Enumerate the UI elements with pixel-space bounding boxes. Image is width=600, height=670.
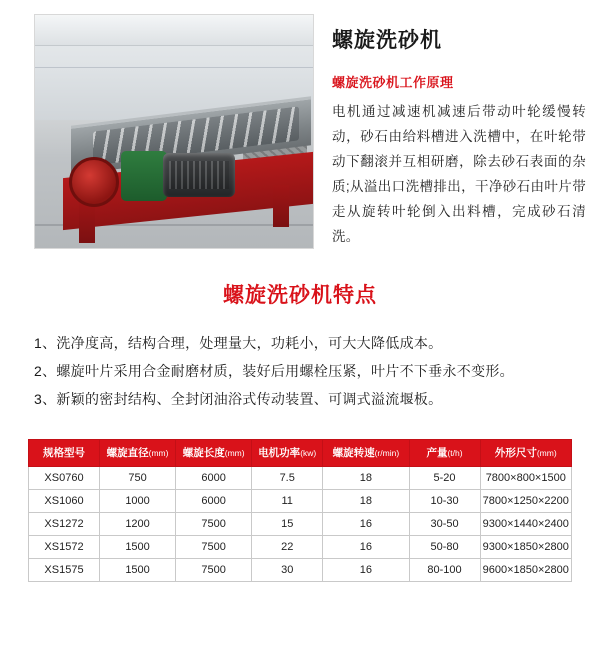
cell-model: XS1060	[29, 490, 100, 513]
cell-speed: 18	[323, 490, 409, 513]
photo-frame-leg-left	[79, 201, 95, 243]
photo-motor	[163, 153, 235, 197]
cell-speed: 16	[323, 536, 409, 559]
cell-dimensions: 7800×1250×2200	[480, 490, 571, 513]
table-header-row	[29, 440, 572, 467]
cell-dimensions: 7800×800×1500	[480, 467, 571, 490]
photo-frame-leg-right	[273, 185, 289, 227]
photo-drive-wheel	[69, 157, 119, 207]
cell-model: XS1272	[29, 513, 100, 536]
table-header-dimensions	[480, 440, 571, 467]
cell-diameter: 1200	[100, 513, 176, 536]
cell-capacity: 30-50	[409, 513, 480, 536]
page-title: 螺旋洗砂机	[332, 29, 442, 52]
table-header-speed-label: 螺旋转速	[332, 447, 375, 459]
table-header-dimensions-label: 外形尺寸	[494, 447, 537, 459]
working-principle-heading: 螺旋洗砂机工作原理	[332, 75, 454, 90]
product-intro-section	[0, 0, 600, 249]
photo-gearbox	[121, 151, 167, 201]
cell-speed: 16	[323, 513, 409, 536]
table-header-length	[176, 440, 252, 467]
table-header-power	[252, 440, 323, 467]
table-header-speed-unit: (r/min)	[374, 448, 400, 458]
cell-diameter: 1500	[100, 536, 176, 559]
intro-text-block	[314, 14, 590, 249]
spec-table	[28, 439, 572, 582]
table-header-diameter-unit: (mm)	[148, 448, 169, 458]
feature-item-3: 3、新颖的密封结构、全封闭油浴式传动装置、可调式溢流堰板。	[34, 391, 443, 407]
features-heading: 螺旋洗砂机特点	[223, 284, 377, 307]
cell-power: 30	[252, 559, 323, 582]
feature-item-2: 2、螺旋叶片采用合金耐磨材质，装好后用螺栓压紧，叶片不下垂永不变形。	[34, 363, 514, 379]
cell-length: 7500	[176, 559, 252, 582]
feature-item-1: 1、洗净度高，结构合理，处理量大，功耗小，可大大降低成本。	[34, 335, 443, 351]
cell-dimensions: 9300×1440×2400	[480, 513, 571, 536]
cell-model: XS0760	[29, 467, 100, 490]
table-header-length-unit: (mm)	[224, 448, 245, 458]
cell-power: 7.5	[252, 467, 323, 490]
cell-power: 15	[252, 513, 323, 536]
table-row	[29, 513, 572, 536]
table-header-capacity-unit: (t/h)	[447, 448, 463, 458]
cell-dimensions: 9300×1850×2800	[480, 536, 571, 559]
cell-speed: 16	[323, 559, 409, 582]
table-header-model	[29, 440, 100, 467]
table-header-model-label: 规格型号	[43, 447, 85, 459]
cell-capacity: 5-20	[409, 467, 480, 490]
table-row	[29, 536, 572, 559]
table-row	[29, 467, 572, 490]
cell-length: 6000	[176, 467, 252, 490]
table-header-speed	[323, 440, 409, 467]
cell-length: 7500	[176, 536, 252, 559]
cell-diameter: 1000	[100, 490, 176, 513]
cell-capacity: 80-100	[409, 559, 480, 582]
table-header-capacity	[409, 440, 480, 467]
table-header-power-label: 电机功率	[258, 447, 301, 459]
cell-dimensions: 9600×1850×2800	[480, 559, 571, 582]
cell-speed: 18	[323, 467, 409, 490]
table-header-dimensions-unit: (mm)	[536, 448, 557, 458]
cell-capacity: 10-30	[409, 490, 480, 513]
spec-table-wrap	[0, 413, 600, 582]
product-photo	[34, 14, 314, 249]
features-section	[0, 249, 600, 413]
cell-power: 11	[252, 490, 323, 513]
table-header-length-label: 螺旋长度	[182, 447, 225, 459]
cell-model: XS1575	[29, 559, 100, 582]
photo-ceiling	[35, 15, 313, 46]
cell-capacity: 50-80	[409, 536, 480, 559]
working-principle-text: 电机通过减速机减速后带动叶轮缓慢转动，砂石由给料槽进入洗槽中，在叶轮带动下翻滚并互相研磨，除去砂石表面的杂质;从溢出口洗槽排出，干净砂石由叶片带走从旋转叶轮倒入出料槽，完成砂石清洗。	[332, 104, 586, 244]
table-header-diameter	[100, 440, 176, 467]
cell-diameter: 1500	[100, 559, 176, 582]
table-header-diameter-label: 螺旋直径	[106, 447, 149, 459]
cell-length: 7500	[176, 513, 252, 536]
cell-power: 22	[252, 536, 323, 559]
table-row	[29, 559, 572, 582]
cell-diameter: 750	[100, 467, 176, 490]
table-row	[29, 490, 572, 513]
table-header-capacity-label: 产量	[426, 447, 448, 459]
table-header-power-unit: (kw)	[300, 448, 317, 458]
cell-model: XS1572	[29, 536, 100, 559]
cell-length: 6000	[176, 490, 252, 513]
